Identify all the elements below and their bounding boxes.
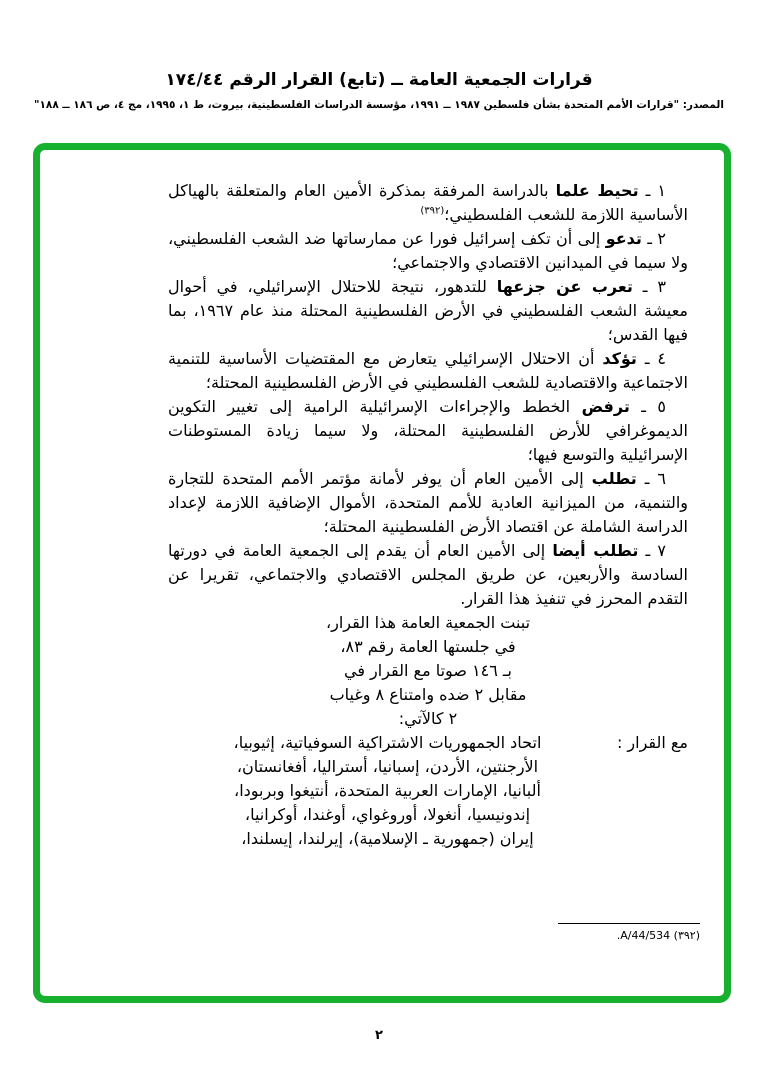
adoption-line: تبنت الجمعية العامة هذا القرار، <box>325 613 531 632</box>
footnote-text: A/44/534. <box>616 929 671 942</box>
vote-record <box>168 731 688 851</box>
vote-record-label: مع القرار : <box>616 733 688 752</box>
country-list-line: إيران (جمهورية ـ الإسلامية)، إيرلندا، إيسلندا، <box>241 829 534 848</box>
footnote <box>558 923 700 942</box>
page-header <box>0 70 758 111</box>
resolution-body <box>168 179 688 851</box>
operative-paragraph: ٧ ـ تطلب أيضا إلى الأمين العام أن يقدم إلى الجمعية العامة في دورتها السادسة والأربعين، عن طريق المجلس الاقتصادي والاجتماعي، تقريرا عن التقدم المحرز في تنفيذ هذا القرار. <box>168 541 688 608</box>
vote-country-list <box>168 731 607 851</box>
operative-paragraph: ٢ ـ تدعو إلى أن تكف إسرائيل فورا عن ممارساتها ضد الشعب الفلسطيني، ولا سيما في الميدانين الاقتصادي والاجتماعي؛ <box>168 229 688 272</box>
adoption-line: ٢ كالآتي: <box>398 709 458 728</box>
operative-paragraph: ٥ ـ ترفض الخطط والإجراءات الإسرائيلية الرامية إلى تغيير التكوين الديموغرافي للأرض الفلسطينية المحتلة، ولا سيما زيادة المستوطنات الإسرائيلية والتوسع فيها؛ <box>168 397 688 464</box>
operative-paragraph: ٣ ـ تعرب عن جزعها للتدهور، نتيجة للاحتلال الإسرائيلي، في أحوال معيشة الشعب الفلسطيني في الأرض الفلسطينية المحتلة منذ عام ١٩٦٧، بما فيها القدس؛ <box>168 277 689 344</box>
page-number: ٢ <box>375 1028 383 1043</box>
operative-paragraphs <box>168 179 688 611</box>
country-list-line: إندونيسيا، أنغولا، أوروغواي، أوغندا، أوكرانيا، <box>244 805 531 824</box>
adoption-note <box>168 611 688 731</box>
operative-paragraph: ٤ ـ تؤكد أن الاحتلال الإسرائيلي يتعارض مع المقتضيات الأساسية للتنمية الاجتماعية والاقتصادية للشعب الفلسطيني في الأرض الفلسطينية المحتلة؛ <box>168 349 688 392</box>
country-list-line: اتحاد الجمهوريات الاشتراكية السوفياتية، إثيوبيا، <box>233 733 542 752</box>
country-list-line: ألبانيا، الإمارات العربية المتحدة، أنتيغوا وبربودا، <box>234 781 541 800</box>
footnote-marker: (٣٩٢) <box>673 929 700 942</box>
adoption-line: مقابل ٢ ضده وامتناع ٨ وغياب <box>329 685 527 704</box>
country-list-line: الأرجنتين، الأردن، إسبانيا، أستراليا، أفغانستان، <box>236 757 539 776</box>
operative-paragraph: ٦ ـ تطلب إلى الأمين العام أن يوفر لأمانة مؤتمر الأمم المتحدة للتجارة والتنمية، من الميزانية العادية للأمم المتحدة، الأموال الإضافية اللازمة لإعداد الدراسة الشاملة عن اقتصاد الأرض الفلسطينية المحتلة؛ <box>168 469 688 536</box>
adoption-line: بـ ١٤٦ صوتا مع القرار في <box>343 661 513 680</box>
operative-paragraph: ١ ـ تحيط علما بالدراسة المرفقة بمذكرة الأمين العام والمتعلقة بالهياكل الأساسية اللازمة للشعب الفلسطيني؛$^{(٣٩٢)}$ <box>168 181 688 224</box>
page-title: قرارات الجمعية العامة ــ (تابع) القرار الرقم ١٧٤/٤٤ <box>165 70 593 90</box>
source-citation-line: المصدر: "قرارات الأمم المتحدة بشأن فلسطين ١٩٨٧ ــ ١٩٩١، مؤسسة الدراسات الفلسطينية، بيروت، ط ١، ١٩٩٥، مج ٤، ص ١٨٦ ــ ١٨٨" <box>34 99 724 111</box>
adoption-line: في جلستها العامة رقم ٨٣، <box>340 637 516 656</box>
footnote-reference: (٣٩٢) <box>420 205 445 217</box>
